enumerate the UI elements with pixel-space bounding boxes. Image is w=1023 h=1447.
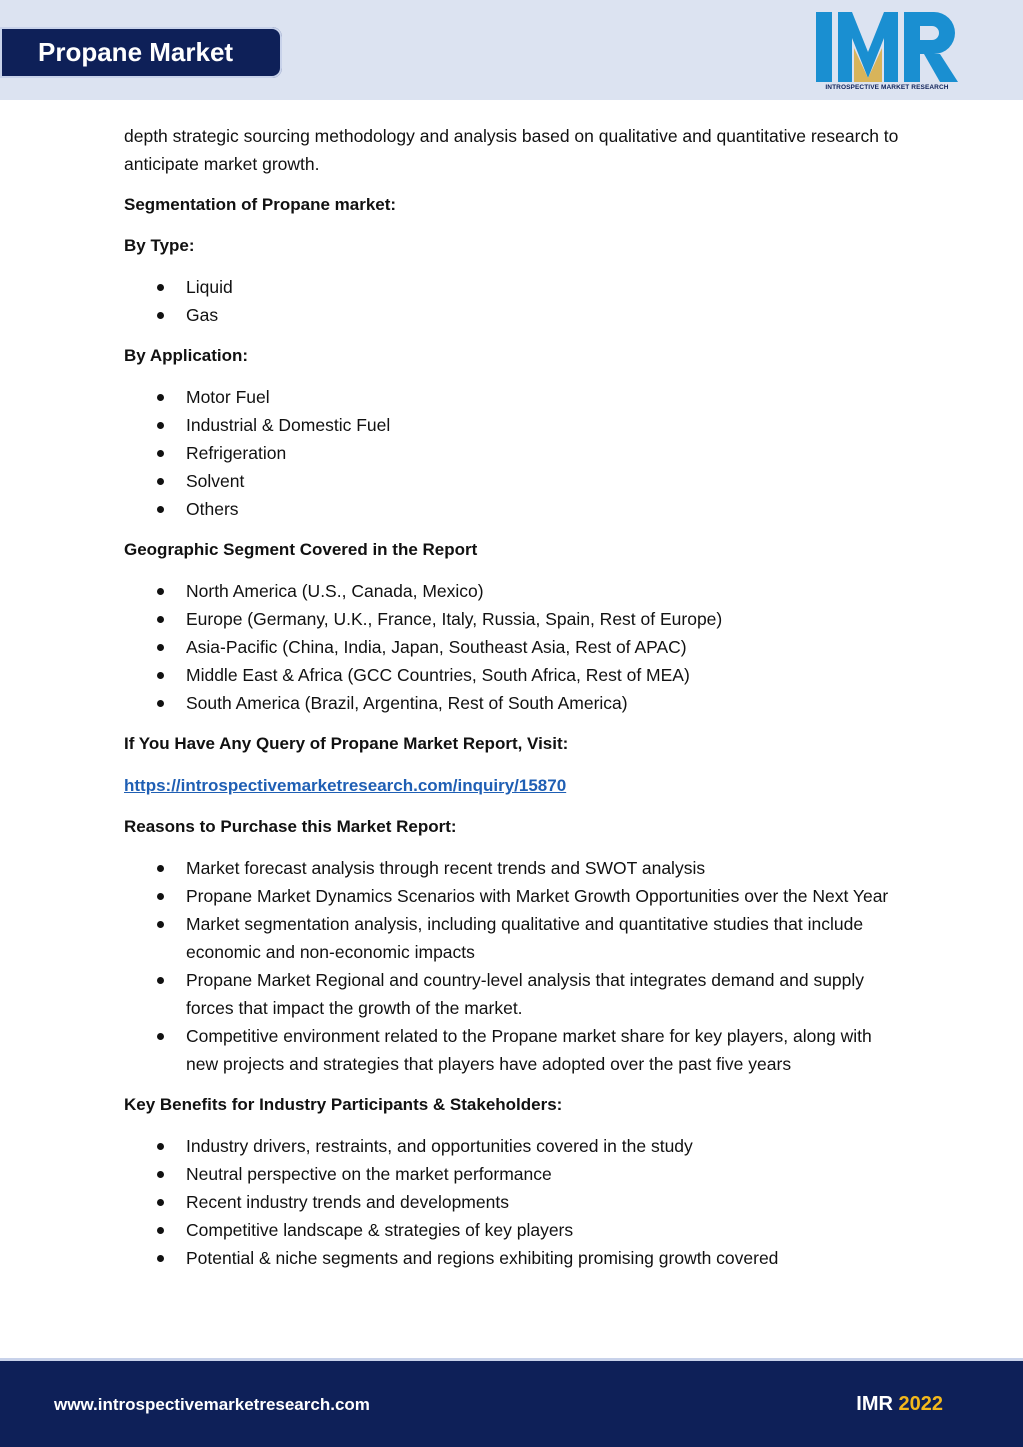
list-item: South America (Brazil, Argentina, Rest of South America) — [124, 689, 904, 717]
page-footer — [0, 1358, 1023, 1447]
reasons-list — [124, 854, 904, 1078]
list-item: Neutral perspective on the market performance — [124, 1160, 904, 1188]
list-item: Industry drivers, restraints, and opportunities covered in the study — [124, 1132, 904, 1160]
footer-year: 2022 — [898, 1393, 943, 1415]
query-heading: If You Have Any Query of Propane Market Report, Visit: — [124, 734, 569, 753]
list-item: Propane Market Dynamics Scenarios with Market Growth Opportunities over the Next Year — [124, 882, 904, 910]
list-item: Market segmentation analysis, including qualitative and quantitative studies that include economic and non-economic impacts — [124, 910, 904, 966]
list-item: Potential & niche segments and regions exhibiting promising growth covered — [124, 1244, 904, 1272]
list-item: Competitive environment related to the Propane market share for key players, along with new projects and strategies that players have adopted over the past five years — [124, 1022, 904, 1078]
list-item: Others — [124, 495, 904, 523]
document-body — [124, 122, 904, 1285]
benefits-list — [124, 1132, 904, 1272]
list-item: Competitive landscape & strategies of key players — [124, 1216, 904, 1244]
list-item: Refrigeration — [124, 439, 904, 467]
by-application-list — [124, 383, 904, 523]
list-item: Motor Fuel — [124, 383, 904, 411]
inquiry-link[interactable]: https://introspectivemarketresearch.com/inquiry/15870 — [124, 776, 567, 795]
list-item: North America (U.S., Canada, Mexico) — [124, 577, 904, 605]
list-item: Liquid — [124, 273, 904, 301]
list-item: Recent industry trends and developments — [124, 1188, 904, 1216]
reasons-heading: Reasons to Purchase this Market Report: — [124, 817, 457, 836]
footer-brand-name: IMR — [856, 1393, 893, 1415]
list-item: Industrial & Domestic Fuel — [124, 411, 904, 439]
imr-logo — [812, 8, 962, 96]
page-header — [0, 0, 1023, 100]
list-item: Asia-Pacific (China, India, Japan, Southeast Asia, Rest of APAC) — [124, 633, 904, 661]
footer-brand — [856, 1393, 943, 1416]
list-item: Propane Market Regional and country-level analysis that integrates demand and supply forces that impact the growth of the market. — [124, 966, 904, 1022]
geo-list — [124, 577, 904, 717]
footer-website-link[interactable]: www.introspectivemarketresearch.com — [54, 1395, 370, 1414]
page-title: Propane Market — [0, 27, 282, 78]
by-type-heading: By Type: — [124, 236, 195, 255]
by-application-heading: By Application: — [124, 346, 249, 365]
geo-heading: Geographic Segment Covered in the Report — [124, 540, 478, 559]
logo-caption: INTROSPECTIVE MARKET RESEARCH — [825, 84, 949, 91]
segmentation-heading: Segmentation of Propane market: — [124, 195, 397, 214]
intro-paragraph: depth strategic sourcing methodology and analysis based on qualitative and quantitative research to anticipate market growth. — [124, 126, 899, 174]
list-item: Solvent — [124, 467, 904, 495]
list-item: Europe (Germany, U.K., France, Italy, Russia, Spain, Rest of Europe) — [124, 605, 904, 633]
list-item: Market forecast analysis through recent trends and SWOT analysis — [124, 854, 904, 882]
by-type-list — [124, 273, 904, 329]
list-item: Middle East & Africa (GCC Countries, South Africa, Rest of MEA) — [124, 661, 904, 689]
benefits-heading: Key Benefits for Industry Participants & Stakeholders: — [124, 1095, 563, 1114]
list-item: Gas — [124, 301, 904, 329]
